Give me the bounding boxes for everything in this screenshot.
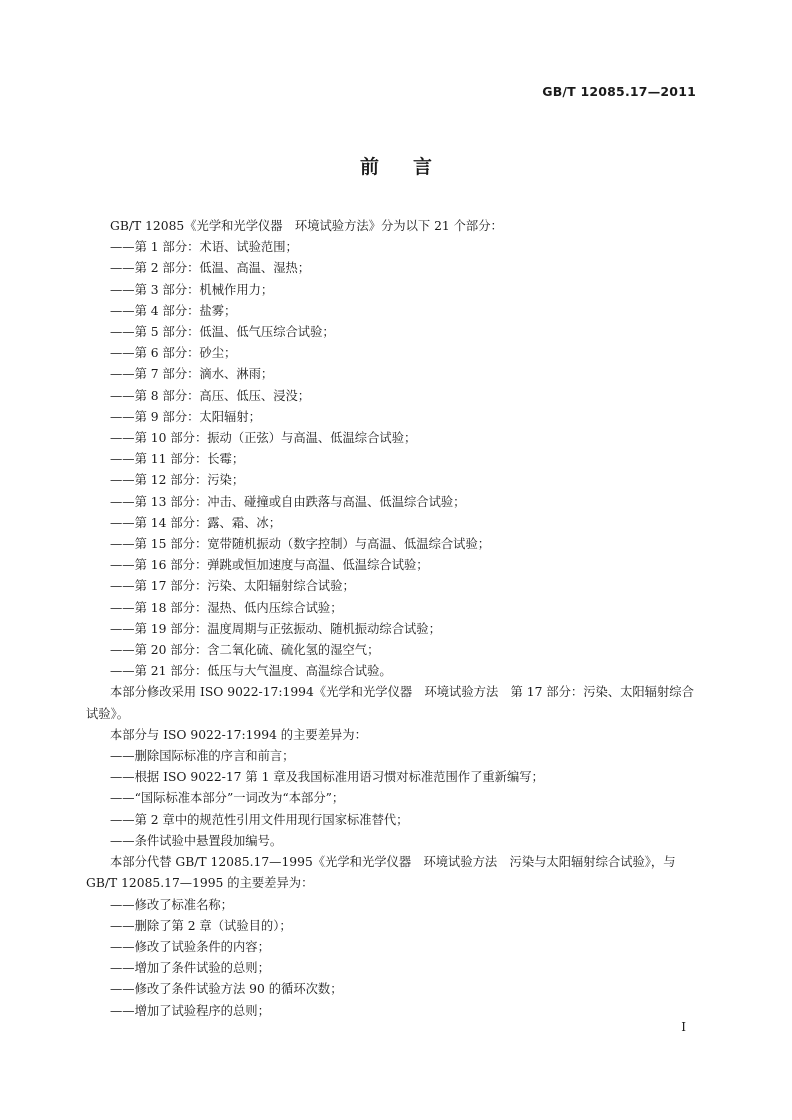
paragraph: GB/T 12085《光学和光学仪器 环境试验方法》分为以下 21 个部分： [110,219,503,233]
paragraph: 本部分与 ISO 9022-17:1994 的主要差异为： [110,727,367,742]
list-item: ——第 7 部分：滴水、淋雨； [110,367,274,382]
foreword-body [86,216,698,1022]
list-item: ——第 1 部分：术语、试验范围； [110,240,298,255]
list-item: ——第 18 部分：湿热、低内压综合试验； [110,600,343,615]
list-item: ——第 15 部分：宽带随机振动（数字控制）与高温、低温综合试验； [110,537,491,552]
page-number: I [681,1020,686,1034]
list-item: ——第 5 部分：低温、低气压综合试验； [110,325,335,340]
list-item: ——第 12 部分：污染； [110,473,245,488]
list-item: ——第 4 部分：盐雾； [110,303,237,318]
list-item: ——修改了试验条件的内容； [110,939,270,954]
list-item: ——第 2 章中的规范性引用文件用现行国家标准替代； [110,812,409,827]
page-title: 前言 [359,156,466,178]
standard-number-header: GB/T 12085.17—2011 [542,84,696,99]
list-item: ——修改了标准名称； [110,897,233,912]
list-item: ——第 6 部分：砂尘； [110,346,237,361]
list-item: ——修改了条件试验方法 90 的循环次数； [110,982,343,997]
list-item: ——第 2 部分：低温、高温、湿热； [110,261,311,276]
list-item: ——第 20 部分：含二氧化硫、硫化氢的湿空气； [110,643,380,658]
list-item: ——“国际标准本部分”一词改为“本部分”； [110,791,345,806]
list-item: ——第 17 部分：污染、太阳辐射综合试验； [110,579,355,594]
list-item: ——删除了第 2 章（试验目的）； [110,918,292,933]
list-item: ——第 3 部分：机械作用力； [110,282,274,297]
list-item: ——第 8 部分：高压、低压、浸没； [110,388,311,403]
list-item: ——第 11 部分：长霉； [110,452,245,467]
list-item: ——第 16 部分：弹跳或恒加速度与高温、低温综合试验； [110,558,429,573]
list-item: ——删除国际标准的序言和前言； [110,749,295,764]
list-item: ——根据 ISO 9022-17 第 1 章及我国标准用语习惯对标准范围作了重新编写； [110,770,544,785]
list-item: ——第 14 部分：露、霜、冰； [110,515,282,530]
list-item: ——第 19 部分：温度周期与正弦振动、随机振动综合试验； [110,621,441,636]
paragraph: 本部分修改采用 ISO 9022-17:1994《光学和光学仪器 环境试验方法 第 17 部分：污染、太阳辐射综合试验》。 [86,685,694,721]
list-item: ——第 9 部分：太阳辐射； [110,409,261,424]
list-item: ——条件试验中悬置段加编号。 [110,833,283,848]
list-item: ——增加了条件试验的总则； [110,961,270,976]
list-item: ——第 10 部分：振动（正弦）与高温、低温综合试验； [110,431,417,446]
paragraph: 本部分代替 GB/T 12085.17—1995《光学和光学仪器 环境试验方法 污染与太阳辐射综合试验》，与 GB/T 12085.17—1995 的主要差异为： [86,855,676,891]
list-item: ——第 21 部分：低压与大气温度、高温综合试验。 [110,664,392,679]
list-item: ——第 13 部分：冲击、碰撞或自由跌落与高温、低温综合试验； [110,494,466,509]
list-item: ——增加了试验程序的总则； [110,1003,270,1018]
